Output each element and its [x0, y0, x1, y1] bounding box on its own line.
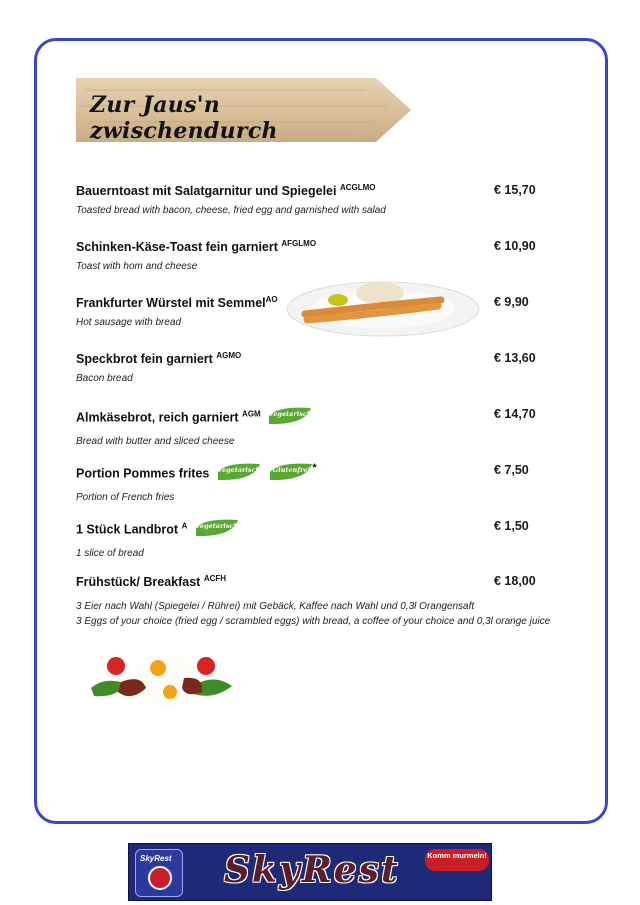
item-description: 1 slice of bread [76, 548, 144, 559]
item-price: € 15,70 [494, 183, 536, 197]
vegetarian-badge: Vegetarisch [216, 461, 262, 483]
item-description: Portion of French fries [76, 492, 175, 503]
section-title: Zur Jaus'n zwischendurch [90, 92, 278, 144]
breakfast-image [86, 648, 236, 710]
item-name: Frühstück/ Breakfast $^{ACFH}$ [76, 574, 227, 589]
skyrest-logo [128, 843, 492, 901]
item-description: Toasted bread with bacon, cheese, fried egg and garnished with salad [76, 205, 386, 216]
item-name: 1 Stück Landbrot $^A$ Vegetarisch [76, 519, 566, 541]
sausage-plate-image [283, 276, 483, 338]
item-price: € 1,50 [494, 519, 529, 533]
item-price: € 14,70 [494, 407, 536, 421]
allergen-codes: A [181, 521, 188, 531]
allergen-codes: AGMO [216, 351, 242, 360]
menu-item [76, 574, 566, 629]
menu-item [76, 239, 566, 274]
item-name: Almkäsebrot, reich garniert $^{AGM}$ Vegetarisch [76, 407, 566, 429]
item-description-en: 3 Eggs of your choice (fried egg / scrambled eggs) with bread, a coffee of your choice and 0,3l orange juice [76, 616, 551, 627]
allergen-codes: AO [265, 295, 278, 304]
item-price: € 13,60 [494, 351, 536, 365]
vegetarian-badge: Vegetarisch [194, 517, 240, 539]
item-name: Bauerntoast mit Salatgarnitur und Spiegelei $^{ACGLMO}$ [76, 183, 376, 198]
mascot-icon [148, 866, 172, 890]
logo-slogan: Komm murmeln! [425, 849, 489, 871]
item-price: € 18,00 [494, 574, 536, 588]
logo-wordmark: SkyRest [224, 849, 400, 891]
item-name: Portion Pommes frites Vegetarisch Glutenfrei * [76, 463, 566, 485]
item-price: € 7,50 [494, 463, 529, 477]
menu-item [76, 351, 566, 386]
menu-item [76, 519, 566, 561]
item-name: Schinken-Käse-Toast fein garniert $^{AFGLMO}$ [76, 239, 317, 254]
footnote-asterisk: * [312, 462, 317, 475]
wooden-sign-header [76, 78, 411, 142]
vegetarian-badge: Vegetarisch [267, 405, 313, 427]
item-description-de: 3 Eier nach Wahl (Spiegelei / Rührei) mit Gebäck, Kaffee nach Wahl und 0,3l Orangensaft [76, 601, 475, 612]
allergen-codes: ACGLMO [339, 183, 376, 192]
item-description: Hot sausage with bread [76, 317, 182, 328]
item-price: € 9,90 [494, 295, 529, 309]
item-description [76, 599, 566, 629]
allergen-codes: ACFH [203, 574, 227, 583]
menu-item [76, 463, 566, 505]
allergen-codes: AFGLMO [281, 239, 317, 248]
item-name: Speckbrot fein garniert $^{AGMO}$ [76, 351, 242, 366]
menu-item [76, 407, 566, 449]
menu-item [76, 183, 566, 218]
item-description: Bacon bread [76, 373, 133, 384]
item-description: Bread with butter and sliced cheese [76, 436, 235, 447]
item-description: Toast with hom and cheese [76, 261, 198, 272]
item-name: Frankfurter Würstel mit Semmel$^{AO}$ [76, 295, 278, 310]
item-price: € 10,90 [494, 239, 536, 253]
allergen-codes: AGM [242, 409, 261, 419]
logo-badge: SkyRest [135, 849, 183, 897]
glutenfree-badge: Glutenfrei [268, 461, 314, 483]
